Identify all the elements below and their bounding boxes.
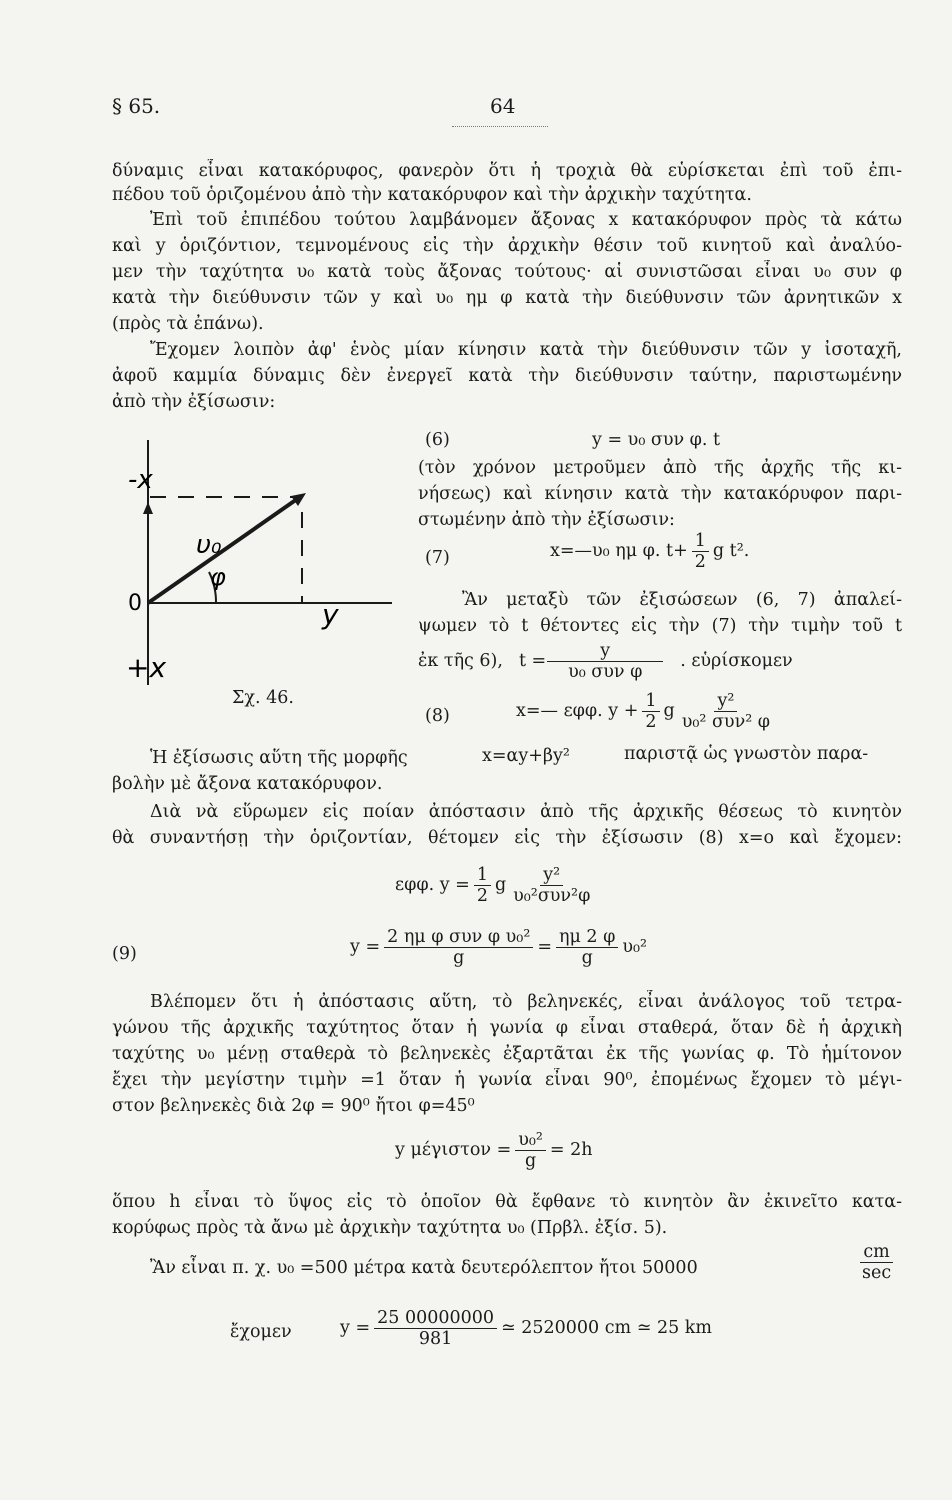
text-line: (πρὸς τὰ ἐπάνω). (112, 314, 264, 334)
fraction-denominator: υ₀ συν φ (568, 661, 643, 682)
fraction-numerator: y (547, 641, 663, 662)
eq7-number: (7) (425, 548, 450, 568)
fraction-numerator: 1 (642, 691, 659, 712)
result-fraction (374, 1308, 497, 1349)
text-line: γώνου τῆς ἀρχικῆς ταχύτητος ὅταν ἡ γωνία φ εἶναι σταθερά, ὅταν δὲ ἡ ἀρχικὴ (112, 1018, 902, 1038)
fraction-denominator: υ₀² συν² φ (681, 711, 771, 732)
text-line: καὶ y ὁριζόντιον, τεμνομένους εἰς τὴν ἀρχικὴν θέσιν τοῦ κινητοῦ καὶ ἀναλύο- (112, 236, 902, 256)
eq9-equals: = (537, 937, 553, 957)
eq9-fraction-1 (384, 927, 533, 968)
eq-max-rhs: = 2h (549, 1140, 593, 1160)
example-text: Ἂν εἶναι π. χ. υ₀ =500 μέτρα κατὰ δευτερόλεπτον ἤτοι 50000 (150, 1258, 698, 1278)
eq7-lhs: x=—υ₀ ημ φ. t+ (550, 541, 688, 561)
eq-tan-fraction-1 (474, 865, 491, 906)
eq-tan (395, 860, 597, 910)
eq-tan-g: g (494, 875, 507, 895)
figure-46 (110, 440, 410, 700)
text-line: νήσεως) καὶ κίνησιν κατὰ τὴν κατακόρυφον παρι- (418, 484, 902, 504)
fraction-numerator: cm (860, 1242, 892, 1263)
fraction-numerator: 25 00000000 (374, 1308, 497, 1329)
fraction-numerator: y² (714, 691, 737, 712)
t-value-lhs: t = (518, 651, 547, 671)
text-line: δύναμις εἶναι κατακόρυφος, φανερὸν ὅτι ἡ τροχιὰ θὰ εὑρίσκεται ἐπὶ τοῦ ἐπι- (112, 161, 902, 181)
fraction-denominator: 981 (418, 1328, 453, 1349)
text-line: Διὰ νὰ εὕρωμεν εἰς ποίαν ἀπόστασιν ἀπὸ τῆς ἀρχικῆς θέσεως τὸ κινητὸν (150, 802, 902, 822)
neg-x-label: -x (128, 465, 153, 495)
eq-tan-fraction-2 (510, 865, 593, 906)
eq8-formula (516, 686, 777, 736)
eq9-fraction-2 (556, 927, 618, 968)
text-line: στωμένην ἀπὸ τὴν ἐξίσωσιν: (418, 510, 675, 530)
eq-max-fraction (515, 1130, 546, 1171)
text-line: ταχύτης υ₀ μένῃ σταθερὰ τὸ βεληνεκὲς ἐξαρτᾶται ἐκ τῆς γωνίας φ. Τὸ ἡμίτονον (112, 1044, 902, 1064)
fraction-numerator: 1 (692, 531, 709, 552)
eq-max (395, 1124, 593, 1176)
t-value-line (418, 636, 793, 686)
text-line: Ἔχομεν λοιπὸν ἀφ' ἑνὸς μίαν κίνησιν κατὰ τὴν διεύθυνσιν τῶν y ἰσοταχῆ, (150, 340, 902, 360)
text-line: ἀφοῦ καμμία δύναμις δὲν ἐνεργεῖ κατὰ τὴν διεύθυνσιν ταύτην, παριστωμένην (112, 366, 902, 386)
eq9-number: (9) (112, 944, 137, 964)
fraction-denominator: 2 (476, 885, 488, 906)
fraction-numerator: 1 (474, 865, 491, 886)
fraction-numerator: 2 ημ φ συν φ υ₀² (384, 927, 533, 948)
text-line: στον βεληνεκὲς διὰ 2φ = 90⁰ ἤτοι φ=45⁰ (112, 1096, 475, 1116)
fraction-denominator: g (453, 947, 465, 968)
eq9-tail: υ₀² (622, 937, 648, 957)
eq8-fraction-1 (642, 691, 659, 732)
fraction-numerator: ημ 2 φ (556, 927, 618, 948)
eq8-lhs: x=— εφφ. y + (516, 701, 639, 721)
t-value-prefix: ἐκ τῆς 6), (418, 651, 503, 671)
result-lead: ἔχομεν (230, 1322, 292, 1342)
text-line: Ἂν μεταξὺ τῶν ἐξισώσεων (6, 7) ἀπαλεί- (462, 590, 902, 610)
page-number: 64 (490, 94, 516, 118)
fraction-denominator: g (581, 947, 593, 968)
result-lhs: y = (340, 1318, 371, 1338)
fraction-denominator: sec (862, 1263, 892, 1283)
text-line: Βλέπομεν ὅτι ἡ ἀπόστασις αὕτη, τὸ βεληνεκές, εἶναι ἀνάλογος τοῦ τετρα- (150, 992, 902, 1012)
origin-label: 0 (128, 591, 142, 616)
fraction-denominator: υ₀²συν²φ (513, 885, 591, 906)
parabola-text-c: παριστᾷ ὡς γνωστὸν παρα- (624, 744, 869, 764)
parabola-text-d: βολὴν μὲ ἄξονα κατακόρυφον. (112, 774, 383, 794)
text-line: κατὰ τὴν διεύθυνσιν τῶν y καὶ υ₀ ημ φ κατὰ τὴν διεύθυνσιν τῶν ἀρνητικῶν x (112, 288, 902, 308)
text-line: πέδου τοῦ ὁριζομένου ἀπὸ τὴν κατακόρυφον καὶ τὴν ἀρχικὴν ταχύτητα. (112, 185, 752, 205)
fraction-denominator: 2 (694, 551, 706, 572)
t-fraction (550, 641, 660, 682)
text-line: (τὸν χρόνον μετροῦμεν ἀπὸ τῆς ἀρχῆς τῆς κι- (418, 458, 902, 478)
eq9-lhs: y = (350, 937, 381, 957)
text-line: μεν τὴν ταχύτητα υ₀ κατὰ τοὺς ἄξονας τούτους· αἱ συνιστῶσαι εἶναι υ₀ συν φ (112, 262, 902, 282)
result-rhs: ≃ 2520000 cm ≃ 25 km (501, 1318, 712, 1338)
fraction-numerator: y² (540, 865, 563, 886)
eq6-formula: y = υ₀ συν φ. t (592, 430, 721, 450)
fraction-denominator: g (524, 1150, 537, 1171)
section-number: § 65. (112, 94, 161, 118)
figure-caption: Σχ. 46. (232, 688, 294, 708)
text-line: ἀπὸ τὴν ἐξίσωσιν: (112, 392, 276, 412)
unit-fraction (859, 1242, 894, 1283)
velocity-label: υ₀ (196, 530, 222, 560)
text-line: ψωμεν τὸ t θέτοντες εἰς τὴν (7) τὴν τιμὴν τοῦ t (418, 616, 902, 636)
example-unit (855, 1242, 898, 1283)
eq-tan-lhs: εφφ. y = (395, 875, 470, 895)
eq7-rhs: g t². (712, 541, 750, 561)
eq7-formula (550, 528, 749, 574)
eq9-formula (350, 920, 647, 974)
parabola-text-a: Ἡ ἐξίσωσις αὕτη τῆς μορφῆς (150, 748, 408, 768)
text-line: κορύφως πρὸς τὰ ἄνω μὲ ἀρχικὴν ταχύτητα υ₀ (Πρβλ. ἐξίσ. 5). (112, 1218, 668, 1238)
text-line: ἔχει τὴν μεγίστην τιμὴν =1 ὅταν ἡ γωνία εἶναι 90⁰, ἐπομένως ἔχομεν τὸ μέγι- (112, 1070, 902, 1090)
fraction-numerator: υ₀² (515, 1130, 546, 1151)
eq6-number: (6) (425, 430, 450, 450)
pos-x-label: +x (126, 651, 167, 684)
eq8-g: g (663, 701, 675, 721)
eq8-fraction-2 (679, 691, 773, 732)
y-axis-label: y (322, 598, 339, 631)
text-line: Ἐπὶ τοῦ ἐπιπέδου τούτου λαμβάνομεν ἄξονας x κατακόρυφον πρὸς τὰ κάτω (150, 210, 902, 230)
text-line: θὰ συναντήσῃ τὴν ὁριζοντίαν, θέτομεν εἰς τὴν ἐξίσωσιν (8) x=o καὶ ἔχομεν: (112, 828, 902, 848)
parabola-formula: x=αy+βy² (482, 746, 570, 766)
vertical-arrow (143, 502, 153, 514)
fraction-denominator: 2 (645, 711, 657, 732)
text-line: ὅπου h εἶναι τὸ ὕψος εἰς τὸ ὁποῖον θὰ ἔφθανε τὸ κινητὸν ἂν ἐκινεῖτο κατα- (112, 1192, 902, 1212)
result-formula (340, 1302, 712, 1354)
angle-label: φ (210, 563, 226, 591)
header-rule (452, 126, 548, 127)
t-value-suffix: . εὑρίσκομεν (680, 651, 793, 671)
eq7-fraction (692, 531, 709, 572)
eq-max-lhs: y μέγιστον = (395, 1140, 512, 1160)
eq8-number: (8) (425, 706, 450, 726)
